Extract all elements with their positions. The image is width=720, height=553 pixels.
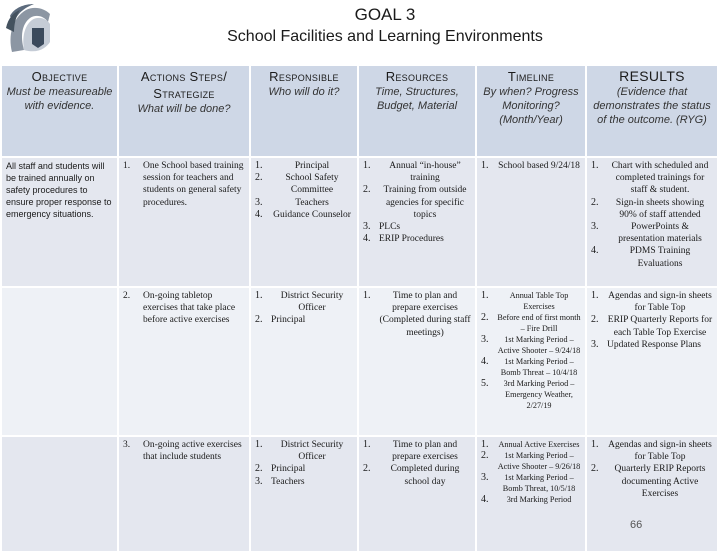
col-timeline: Timeline By when? Progress Monitoring? (Month/Year) (476, 66, 586, 157)
resources-cell: 1. Time to plan and prepare exercises 2. Completed during school day (358, 436, 476, 552)
col-responsible: Responsible Who will do it? (250, 66, 358, 157)
goal-title: GOAL 3 (354, 5, 416, 24)
col-results: RESULTS (Evidence that demonstrates the status of the outcome. (RYG) (586, 66, 718, 157)
col-resources: Resources Time, Structures, Budget, Material (358, 66, 476, 157)
responsible-cell: 1. Principal 2. School Safety Committee 3. Teachers 4. Guidance Counselor (250, 157, 358, 287)
action-cell: 2. On-going tabletop exercises that take place before active exercises (118, 287, 250, 436)
timeline-cell: 1. Annual Table Top Exercises 2. Before end of first month – Fire Drill 3. 1st Marking Period – Active Shooter – 9/24/18 4. 1st Marking Period – Bomb Threat – 10/4/18 5. 3rd Marking Period – Emergency Weather, 2/27/19 (476, 287, 586, 436)
objective-cell (2, 436, 118, 552)
page-number: 66 (630, 519, 643, 531)
action-plan-table (2, 66, 719, 553)
table-row (2, 157, 718, 287)
col-objective: Objective Must be measureable with evidence. (2, 66, 118, 157)
col-actions: Actions Steps/ Strategize What will be done? (118, 66, 250, 157)
goal-subtitle: School Facilities and Learning Environments (227, 28, 543, 45)
objective-cell: All staff and students will be trained annually on safety procedures to ensure proper response to emergency situations. (2, 157, 118, 287)
responsible-cell: 1. District Security Officer 2. Principal 3. Teachers (250, 436, 358, 552)
action-cell: 1. One School based training session for teachers and students on general safety procedures. (118, 157, 250, 287)
action-cell: 3. On-going active exercises that include students (118, 436, 250, 552)
timeline-cell: 1. Annual Active Exercises 2. 1st Marking Period – Active Shooter – 9/26/18 3. 1st Marking Period – Bomb Threat, 10/5/18 4. 3rd Marking Period (476, 436, 586, 552)
results-cell: 1. Agendas and sign-in sheets for Table Top 2. ERIP Quarterly Reports for each Table Top Exercise 3. Updated Response Plans (586, 287, 718, 436)
table-row (2, 287, 718, 436)
header-row (2, 66, 718, 157)
spartan-helmet-logo (4, 2, 56, 60)
objective-cell (2, 287, 118, 436)
timeline-cell: 1. School based 9/24/18 (476, 157, 586, 287)
results-cell: 1. Chart with scheduled and completed trainings for staff & student. 2. Sign-in sheets showing 90% of staff attended 3. PowerPoints & presentation materials 4. PDMS Training Evaluations (586, 157, 718, 287)
resources-cell: 1. Annual “in-house” training 2. Training from outside agencies for specific topics 3. PLCs 4. ERIP Procedures (358, 157, 476, 287)
table-row (2, 436, 718, 552)
results-cell: 1. Agendas and sign-in sheets for Table Top 2. Quarterly ERIP Reports documenting Active Exercises (586, 436, 718, 552)
resources-cell: 1. Time to plan and prepare exercises (Completed during staff meetings) (358, 287, 476, 436)
responsible-cell: 1. District Security Officer 2. Principal (250, 287, 358, 436)
